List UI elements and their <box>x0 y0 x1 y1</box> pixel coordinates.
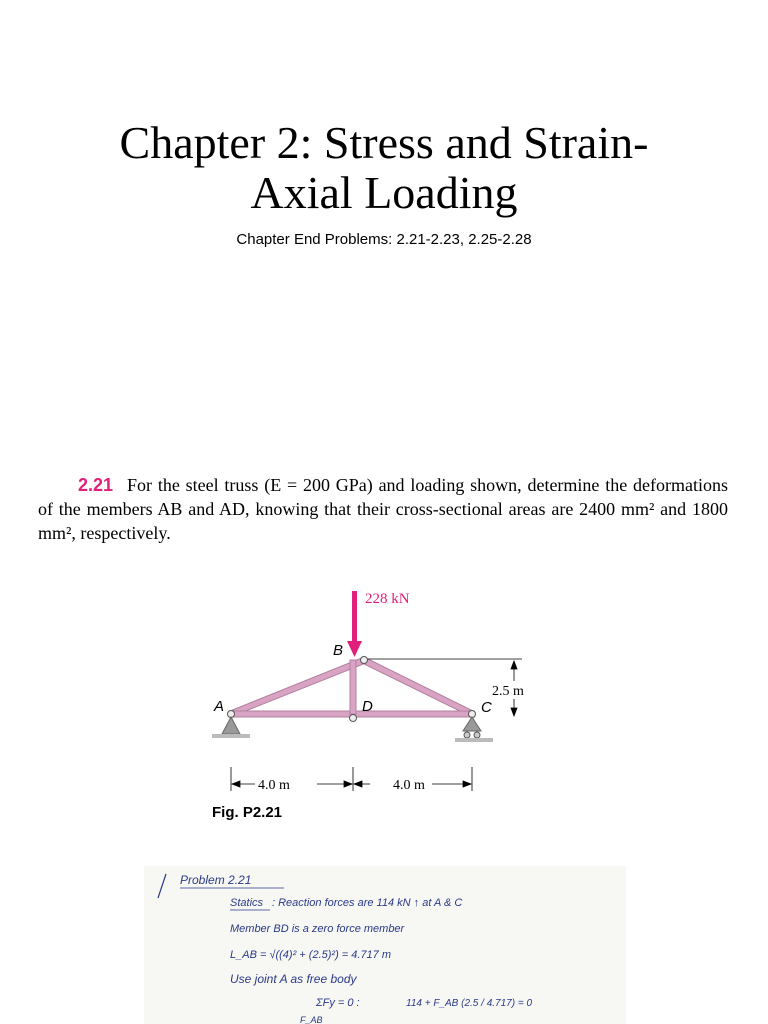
problem-statement <box>38 473 728 545</box>
node-label-a: A <box>214 698 225 715</box>
span-left-label: 4.0 m <box>258 778 290 793</box>
load-label: 228 kN <box>365 591 410 607</box>
truss-figure <box>200 585 524 830</box>
member-bc <box>362 657 473 716</box>
notes-line-6a: ΣFy = 0 : <box>316 997 360 1009</box>
slide-title-line-2: Axial Loading <box>250 167 518 218</box>
problem-text: For the steel truss (E = 200 GPa) and loading shown, determine the deformations of the members AB and AD, knowing that their cross-sectional areas are 2400 mm² and 1800 mm², respectively. <box>38 475 728 543</box>
notes-line-2: : Reaction forces are 114 kN ↑ at A & C <box>272 897 463 909</box>
node-label-c: C <box>481 699 492 716</box>
load-arrow-shaft <box>352 591 357 643</box>
load-arrow-head <box>347 641 362 657</box>
handwritten-notes <box>144 866 626 1024</box>
problem-number: 2.21 <box>78 475 114 495</box>
node-label-b: B <box>333 642 344 659</box>
notes-line-5: Use joint A as free body <box>230 972 357 986</box>
node-label-d: D <box>362 698 373 715</box>
roller-support-c <box>455 717 493 742</box>
slide-subtitle: Chapter End Problems: 2.21-2.23, 2.25-2.28 <box>236 231 532 248</box>
joint-d <box>350 715 357 722</box>
notes-line-7: F_AB <box>300 1015 323 1024</box>
slide-title-line-1: Chapter 2: Stress and Strain- <box>119 117 649 168</box>
notes-statics-label: Statics <box>230 897 264 909</box>
truss-members <box>230 657 474 717</box>
joint-b <box>361 657 368 664</box>
member-ab <box>230 657 366 716</box>
notes-line-1: Problem 2.21 <box>180 873 252 887</box>
figure-caption: Fig. P2.21 <box>212 804 283 821</box>
pin-support-a <box>212 717 250 738</box>
notes-line-6b: 114 + F_AB (2.5 / 4.717) = 0 <box>406 998 533 1009</box>
span-right-label: 4.0 m <box>393 778 425 793</box>
notes-line-4: L_AB = √((4)² + (2.5)²) = 4.717 m <box>230 949 392 961</box>
member-bd <box>350 660 356 714</box>
notes-line-3: Member BD is a zero force member <box>230 923 405 935</box>
height-label: 2.5 m <box>492 684 524 699</box>
